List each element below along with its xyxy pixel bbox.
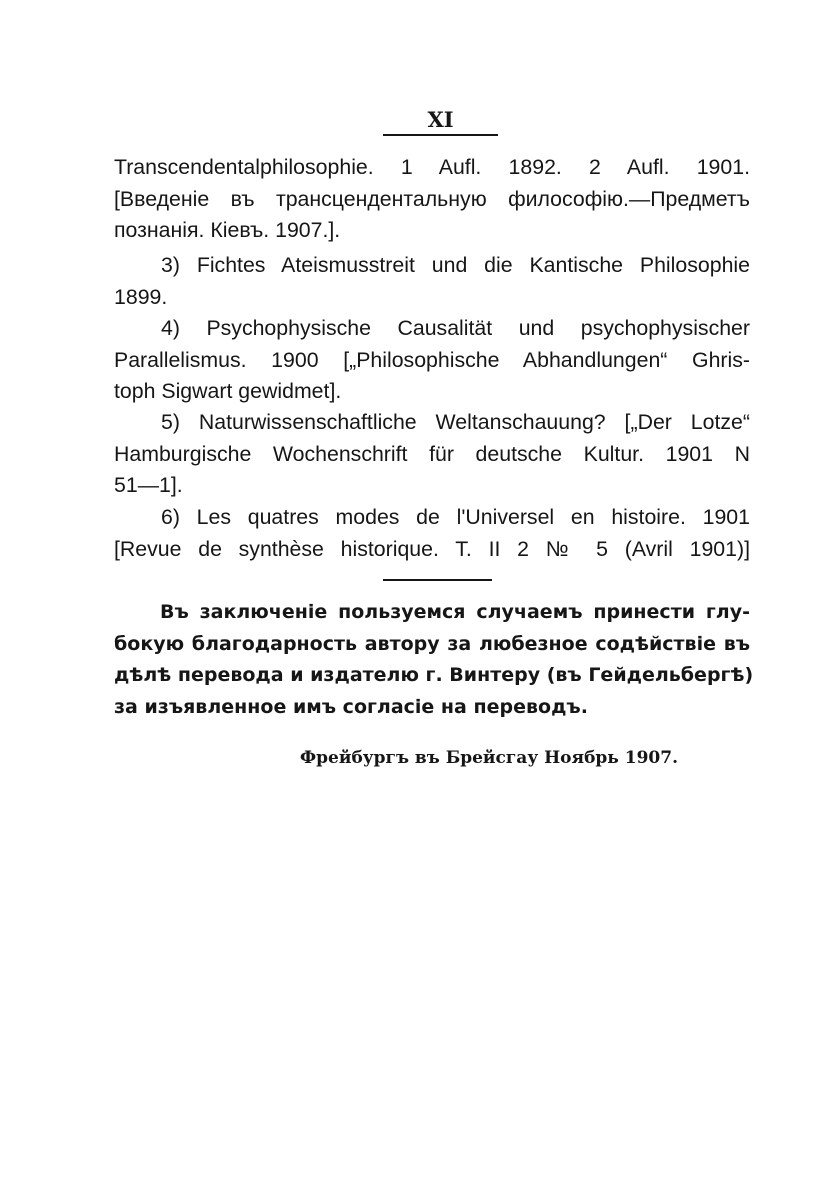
text-line: 4) Psychophysische Causalität und psychophysischer [161,316,750,340]
text-line: [Revue de synthèse historique. T. II 2 № 5 (Avril 1901)] [114,536,750,561]
bibliography-continuation [114,152,750,247]
text-line: дѣлѣ перевода и издателю г. Винтеру (въ Гейдельбергѣ) [114,664,754,686]
page-number: XI [427,107,454,132]
closing-paragraph [114,597,754,723]
text-line: бокую благодарность автору за любезное содѣйствіе въ [114,632,750,655]
text-line: познанія. Кіевъ. 1907.]. [114,218,341,242]
text-line: Parallelismus. 1900 [„Philosophische Abhandlungen“ Ghris- [114,347,750,372]
text-line: 5) Naturwissenschaftliche Weltanschauung? [„Der Lotze“ [161,410,750,434]
text-line: за изъявленное имъ согласіе на переводъ. [114,695,588,718]
bibliography-entry-6 [114,502,750,565]
text-line: Hamburgische Wochenschrift für deutsche Kultur. 1901 N [114,441,750,466]
section-divider [383,579,492,581]
text-line: toph Sigwart gewidmet]. [114,379,342,403]
text-line: 51—1]. [114,473,183,497]
bibliography-entry-4 [114,313,750,408]
text-line: 1899. [114,284,168,309]
signature-place-date: Фрейбургъ въ Брейсгау Ноябрь 1907. [300,748,678,768]
bibliography-entry-3 [114,250,750,313]
text-line: Transcendentalphilosophie. 1 Aufl. 1892. 2 Aufl. 1901. [114,155,750,179]
text-line: Въ заключеніе пользуемся случаемъ принести глу- [160,601,750,623]
text-line: 3) Fichtes Ateismusstreit und die Kantische Philosophie [161,253,750,277]
page-number-rule [383,134,498,136]
text-line: [Введеніе въ трансцендентальную философію.—Предметъ [114,186,750,211]
text-line: 6) Les quatres modes de l'Universel en histoire. 1901 [161,505,750,529]
bibliography-entry-5 [114,407,750,502]
